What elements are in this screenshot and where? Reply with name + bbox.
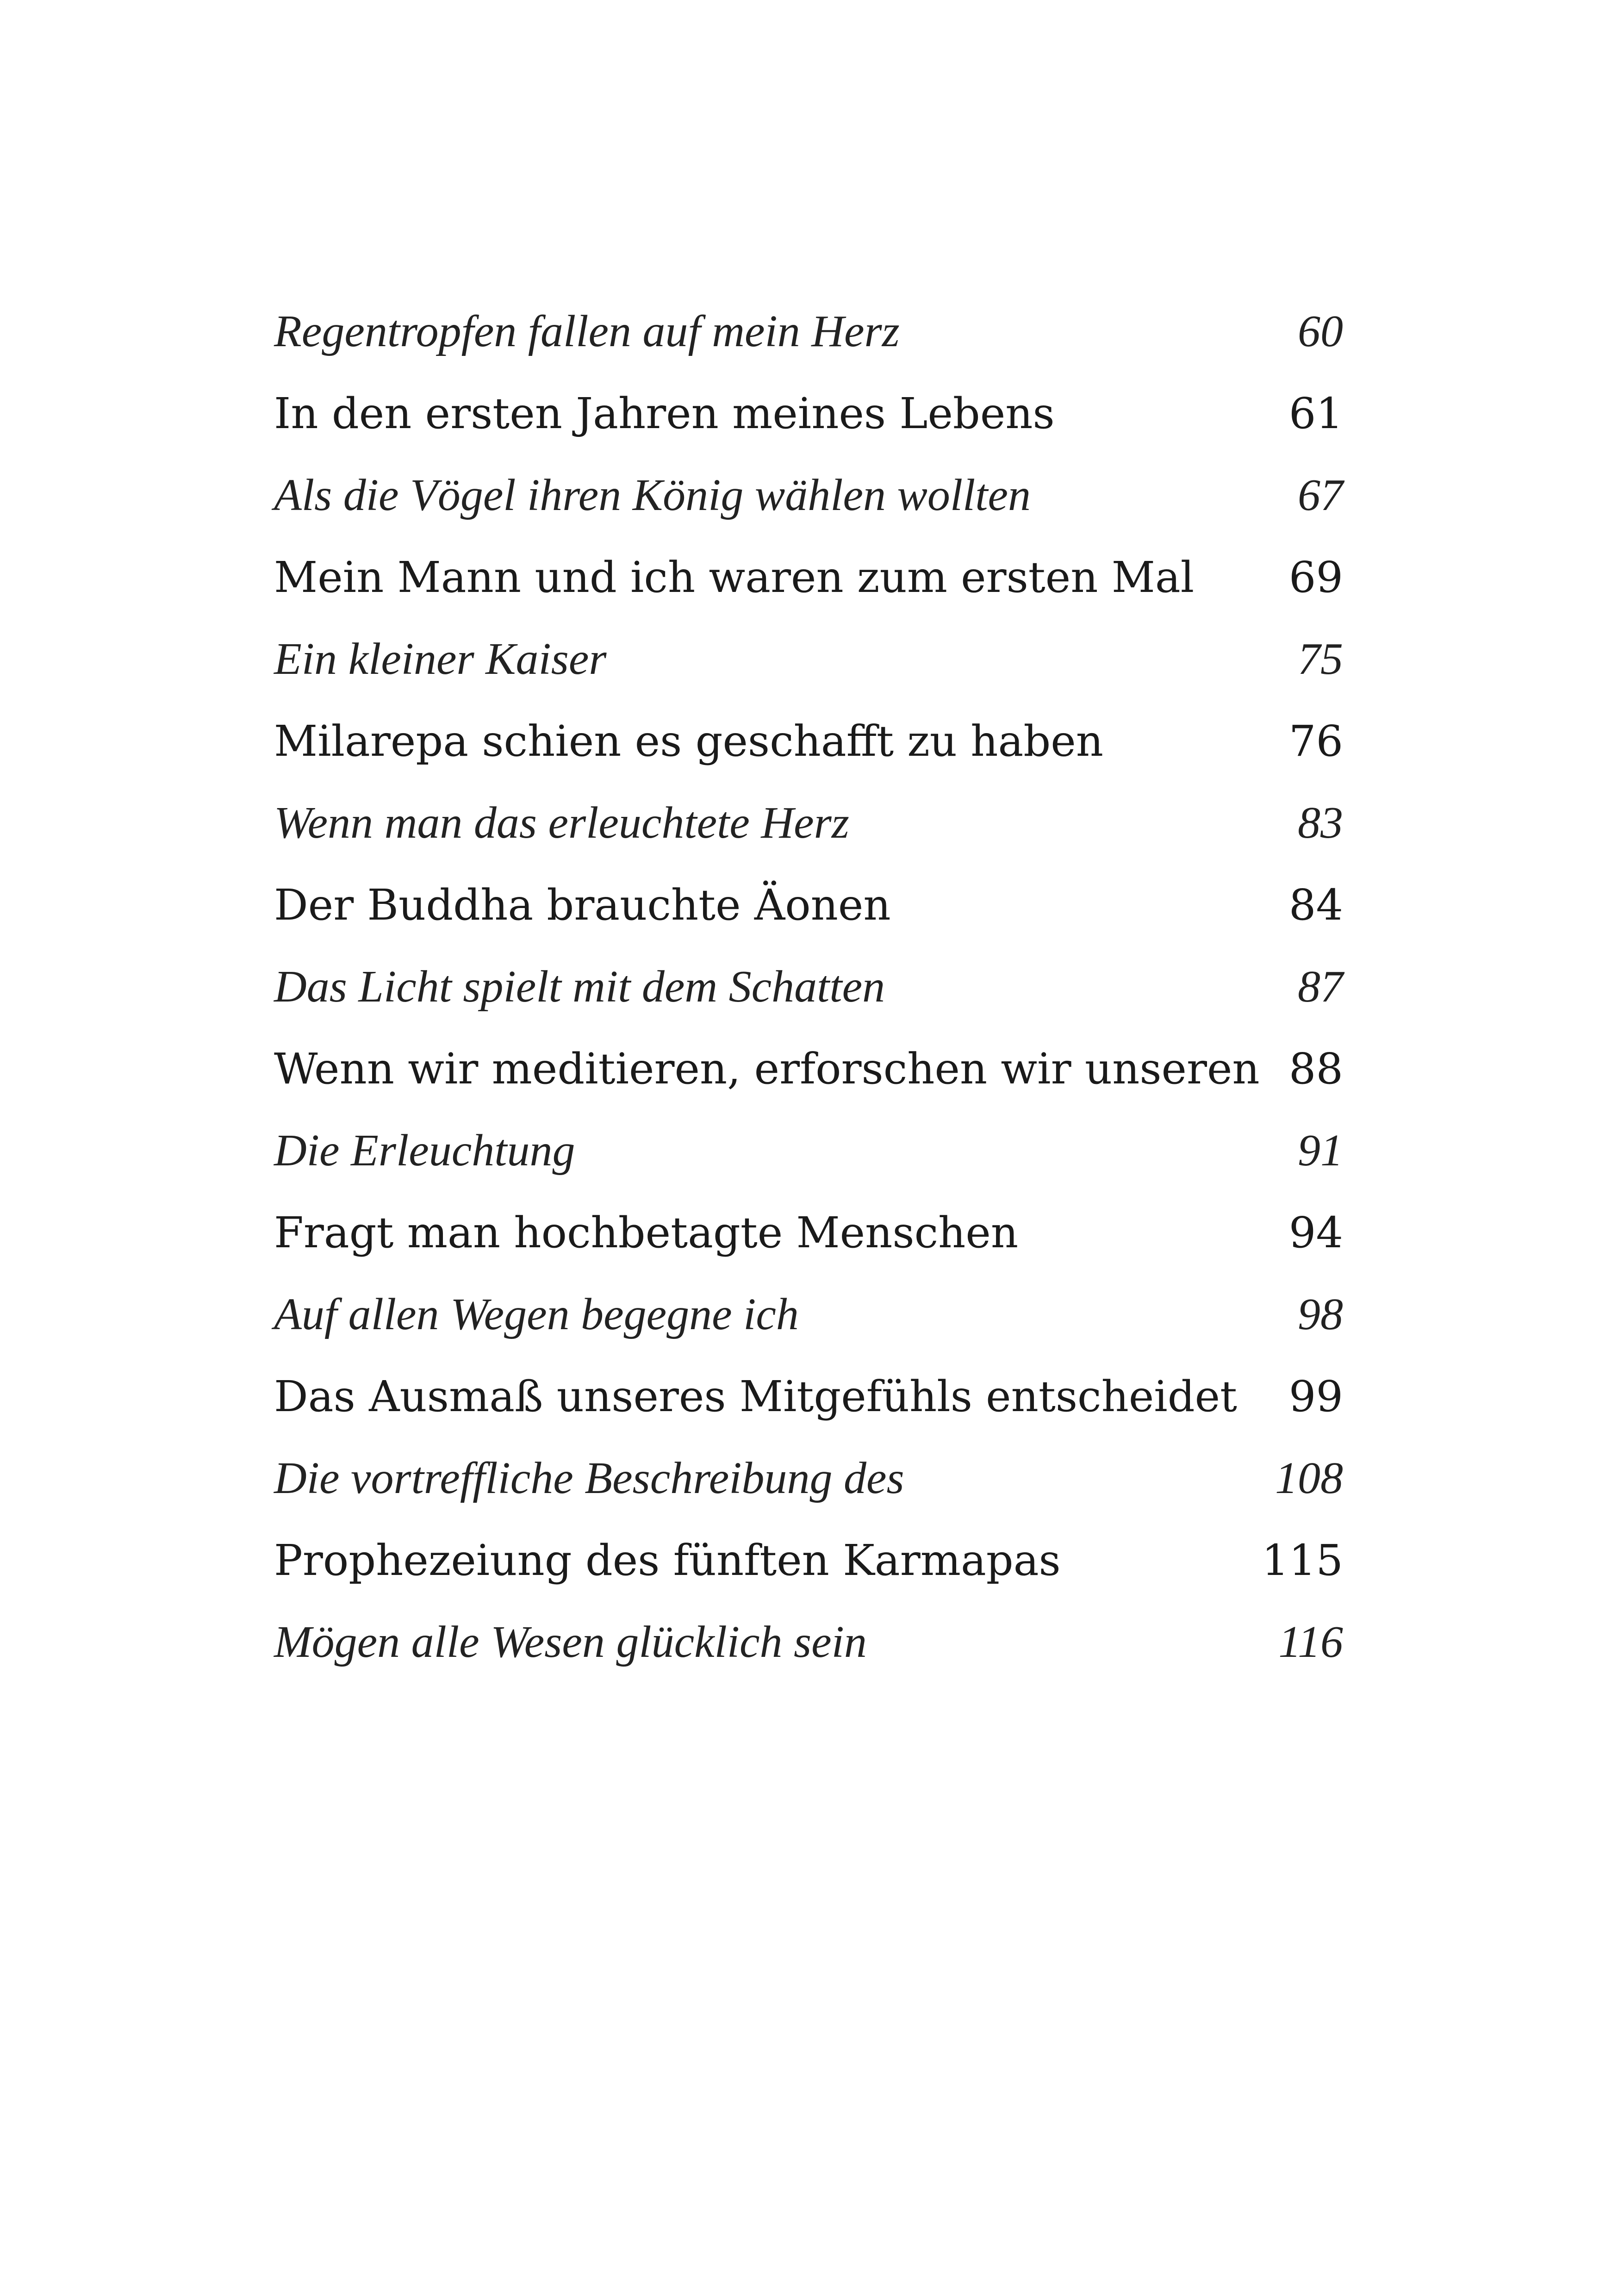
toc-entry <box>274 1274 1343 1356</box>
toc-entry-title: Fragt man hochbetagte Menschen <box>274 1208 1019 1257</box>
toc-entry <box>274 373 1343 454</box>
toc-entry-title: Regentropfen fallen auf mein Herz <box>274 306 900 356</box>
toc-entry <box>274 1192 1343 1274</box>
toc-entry-title: Auf allen Wegen begegne ich <box>274 1289 799 1339</box>
toc-entry <box>274 782 1343 864</box>
toc-entry <box>274 454 1343 536</box>
toc-entry <box>274 864 1343 946</box>
toc-entry <box>274 700 1343 782</box>
toc-entry-title: Prophezeiung des fünften Karmapas <box>274 1536 1061 1585</box>
toc-entry-page: 108 <box>1275 1453 1343 1503</box>
toc-entry-page: 91 <box>1298 1126 1343 1176</box>
toc-entry-page: 61 <box>1288 389 1343 438</box>
toc-entry-title: Der Buddha brauchte Äonen <box>274 880 891 930</box>
toc-entry-page: 115 <box>1262 1536 1343 1585</box>
toc-entry-page: 67 <box>1298 470 1343 520</box>
toc-entry <box>274 291 1343 373</box>
toc-entry <box>274 1356 1343 1437</box>
toc-entry-page: 83 <box>1298 798 1343 848</box>
toc-entry-title: Mein Mann und ich waren zum ersten Mal <box>274 553 1195 602</box>
toc-entry-title: Das Licht spielt mit dem Schatten <box>274 962 885 1012</box>
toc-entry-title: Wenn man das erleuchtete Herz <box>274 798 849 848</box>
toc-entry <box>274 536 1343 618</box>
toc-entry-page: 88 <box>1288 1044 1343 1094</box>
toc-entry-page: 99 <box>1288 1372 1343 1421</box>
toc-entry <box>274 1601 1343 1683</box>
toc-entry <box>274 618 1343 700</box>
toc-entry-title: Ein kleiner Kaiser <box>274 634 607 684</box>
table-of-contents <box>274 291 1343 1683</box>
toc-entry <box>274 946 1343 1028</box>
toc-entry-page: 94 <box>1288 1208 1343 1257</box>
toc-entry-title: Milarepa schien es geschafft zu haben <box>274 716 1103 766</box>
toc-entry-title: Als die Vögel ihren König wählen wollten <box>274 470 1031 520</box>
toc-entry-page: 69 <box>1288 553 1343 602</box>
toc-entry-page: 98 <box>1298 1289 1343 1339</box>
toc-entry <box>274 1437 1343 1519</box>
toc-entry-title: In den ersten Jahren meines Lebens <box>274 389 1055 438</box>
toc-entry-title: Die vortreffliche Beschreibung des <box>274 1453 904 1503</box>
toc-entry <box>274 1110 1343 1192</box>
toc-entry-page: 84 <box>1288 880 1343 930</box>
toc-entry <box>274 1519 1343 1601</box>
toc-entry-title: Das Ausmaß unseres Mitgefühls entscheidet <box>274 1372 1238 1421</box>
toc-entry-page: 87 <box>1298 962 1343 1012</box>
toc-entry-page: 75 <box>1298 634 1343 684</box>
toc-entry-title: Wenn wir meditieren, erforschen wir unseren <box>274 1044 1260 1094</box>
toc-entry-page: 60 <box>1298 306 1343 356</box>
toc-entry-page: 76 <box>1288 716 1343 766</box>
toc-entry-title: Die Erleuchtung <box>274 1126 575 1176</box>
toc-entry-title: Mögen alle Wesen glücklich sein <box>274 1617 867 1667</box>
toc-entry <box>274 1028 1343 1110</box>
toc-entry-page: 116 <box>1278 1617 1343 1667</box>
